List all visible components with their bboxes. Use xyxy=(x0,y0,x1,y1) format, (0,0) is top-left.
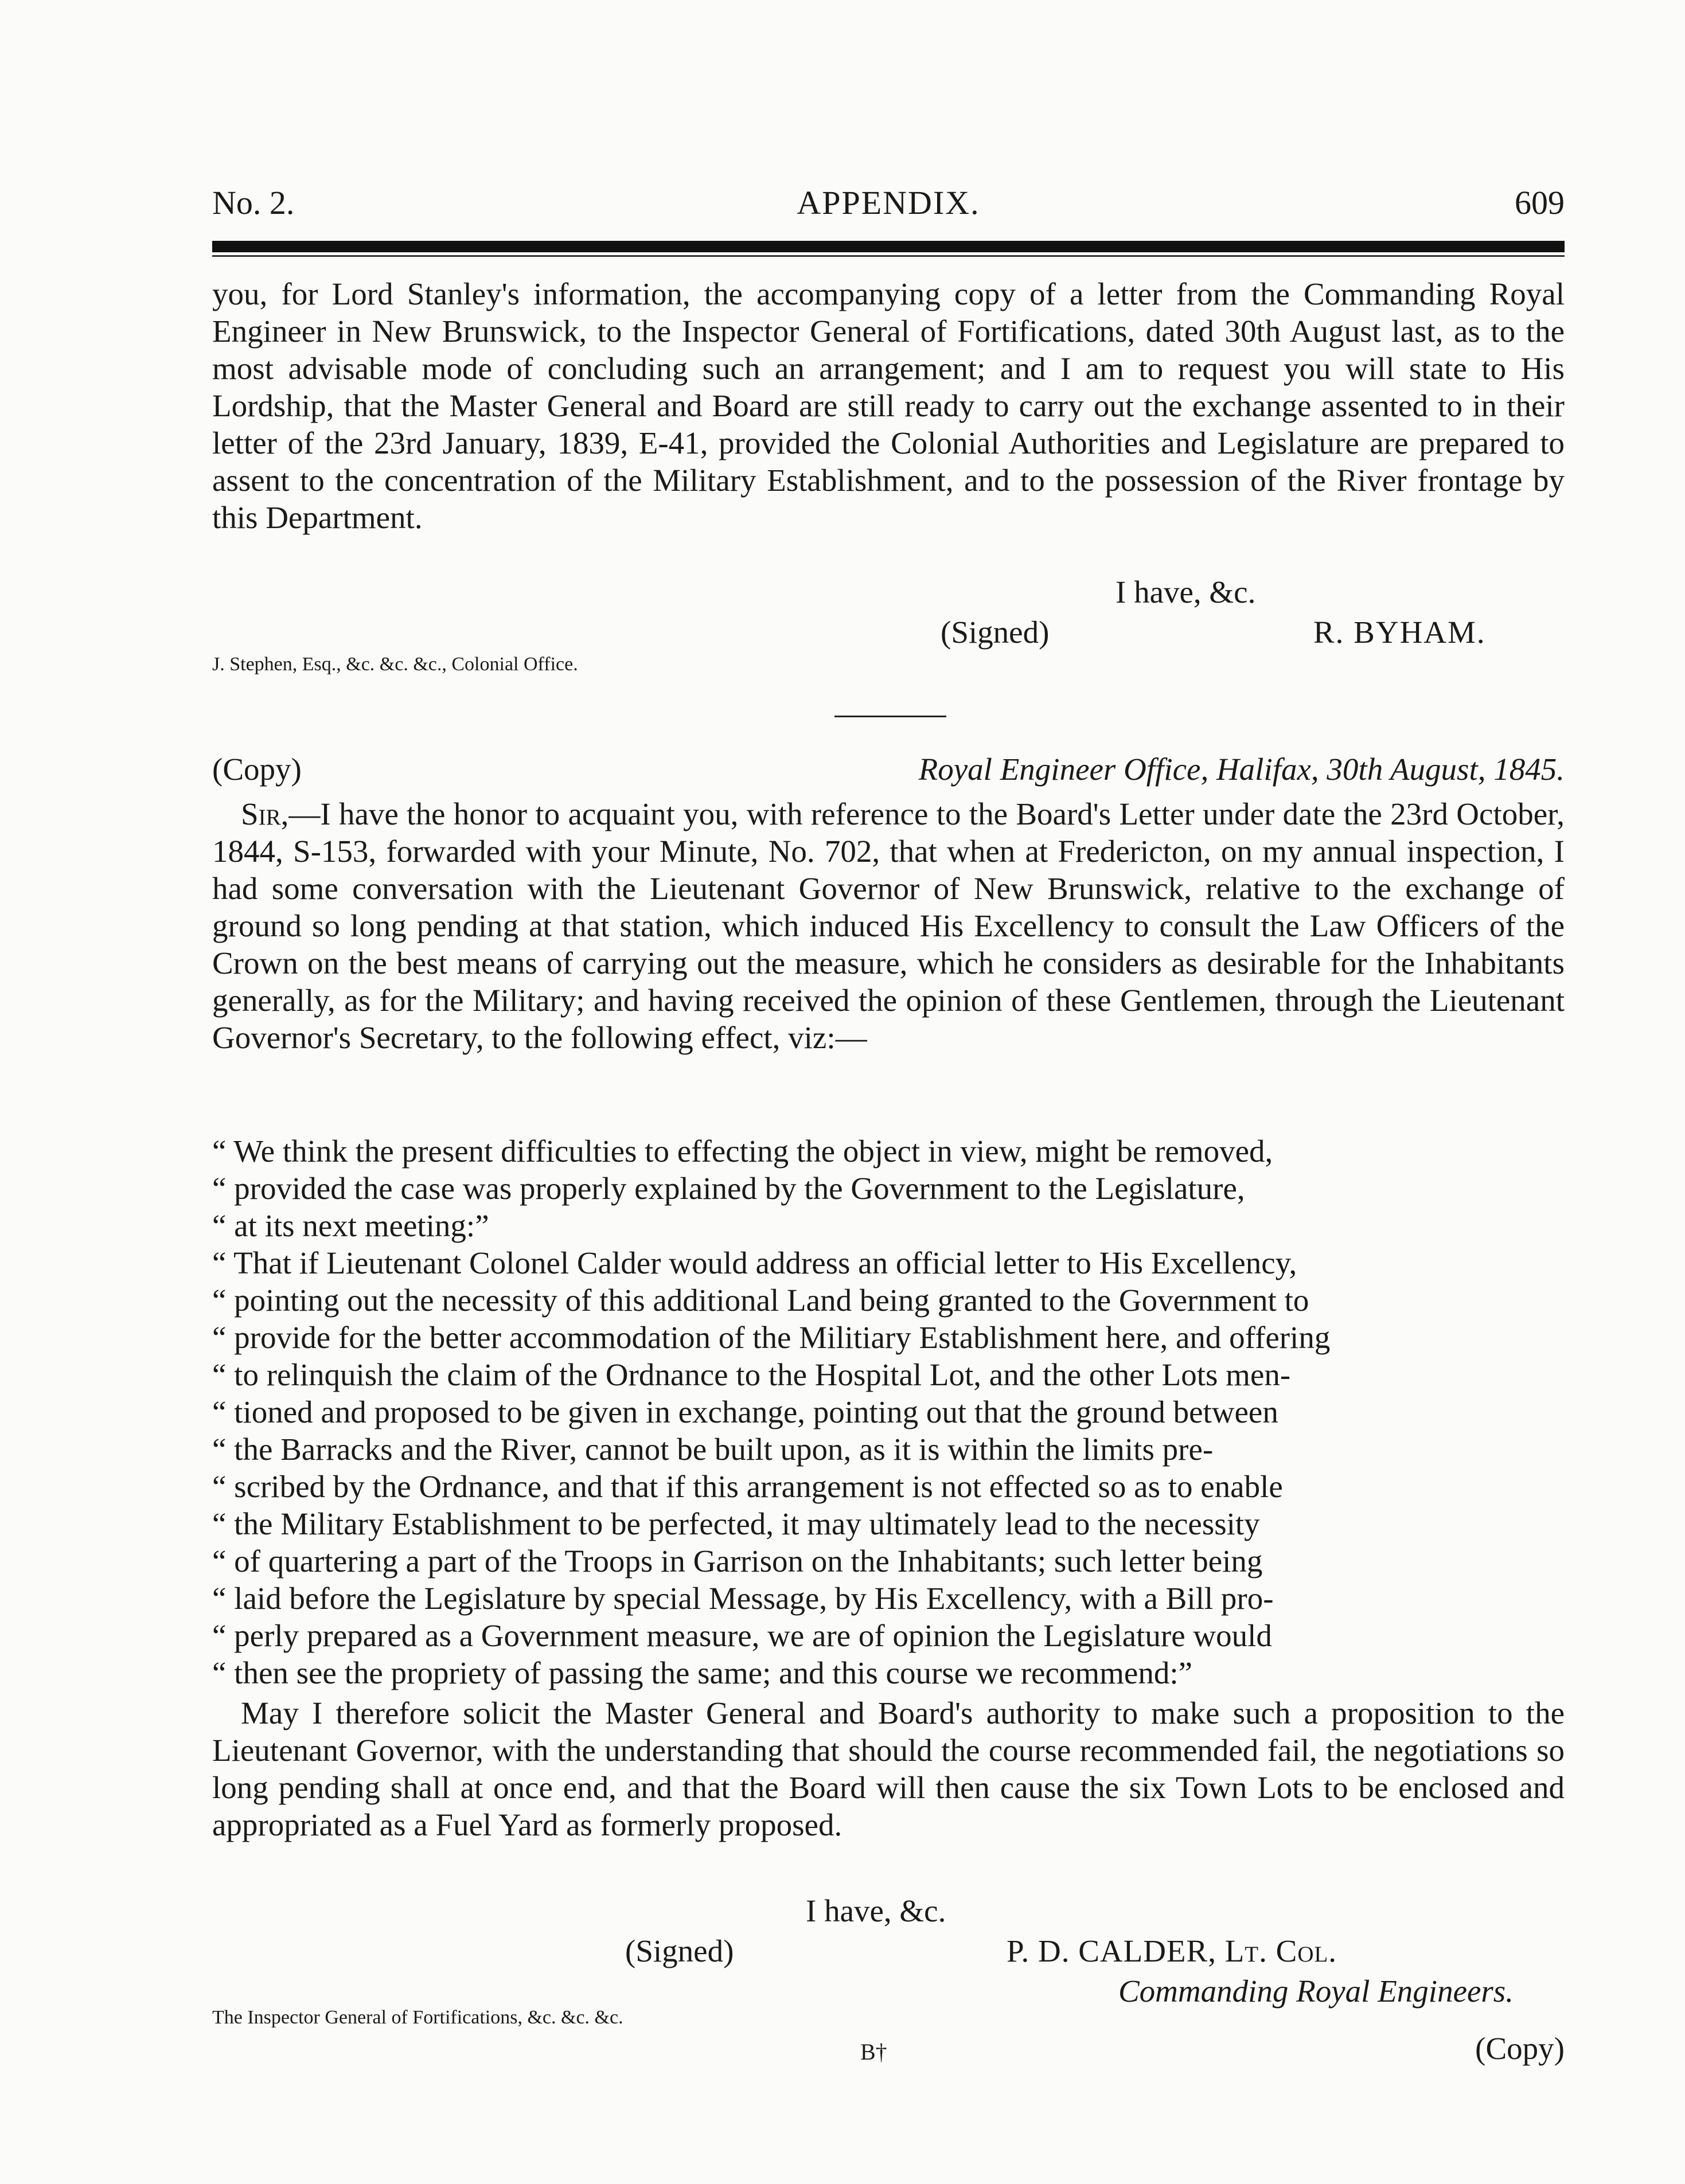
letter1-closing: I have, &c. xyxy=(1115,575,1256,610)
quote1-line: “ We think the present difficulties to effecting the object in view, might be removed, xyxy=(212,1134,1273,1169)
signature-mark: B† xyxy=(860,2039,887,2065)
page-header xyxy=(212,183,1565,229)
section-number: No. 2. xyxy=(212,184,295,221)
letter2-addressee: The Inspector General of Fortifications, &c. &c. &c. xyxy=(212,2007,623,2028)
quote2-line: “ scribed by the Ordnance, and that if this arrangement is not effected so as to enable xyxy=(212,1469,1283,1504)
letter2-conclusion: May I therefore solicit the Master General and Board's authority to make such a proposition to the Lieutenant Governor, with the understanding that should the course recommended fail, the negotiations so long pending shall at once end, and that the Board will then cause the six Town Lots to be enclosed and appropriated as a Fuel Yard as formerly proposed. xyxy=(212,1695,1565,1842)
section-divider xyxy=(834,716,946,717)
letter2-signer: P. D. CALDER, Lt. Col. xyxy=(1007,1933,1337,1968)
quote2-line: “ of quartering a part of the Troops in Garrison on the Inhabitants; such letter being xyxy=(212,1544,1263,1579)
quote2-line: “ to relinquish the claim of the Ordnance to the Hospital Lot, and the other Lots men- xyxy=(212,1357,1291,1392)
quote2-line: “ That if Lieutenant Colonel Calder would address an official letter to His Excellency, xyxy=(212,1245,1297,1280)
quote2-line: “ laid before the Legislature by special Message, by His Excellency, with a Bill pro- xyxy=(212,1581,1274,1616)
salutation: Sir, xyxy=(241,796,289,831)
quote2-line: “ tioned and proposed to be given in exchange, pointing out that the ground between xyxy=(212,1394,1278,1429)
quote2-line: “ the Military Establishment to be perfected, it may ultimately lead to the necessity xyxy=(212,1506,1260,1541)
quote2-line: “ perly prepared as a Government measure, we are of opinion the Legislature would xyxy=(212,1618,1272,1653)
letter2-signed-label: (Signed) xyxy=(625,1933,734,1968)
letter2-heading xyxy=(212,751,1565,788)
quote2-line: “ then see the propriety of passing the same; and this course we recommend:” xyxy=(212,1655,1193,1690)
letter2-intro: —I have the honor to acquaint you, with reference to the Board's Letter under date the 23rd October, 1844, S-153, forwarded with your Minute, No. 702, that when at Fredericton, on my annual inspection, I had some conversation with the Lieutenant Governor of New Brunswick, relative to the exchange of ground so long pending at that station, which induced His Excellency to consult the Law Officers of the Crown on the best means of carrying out the measure, which he considers as desirable for the Inhabitants generally, as for the Military; and having received the opinion of these Gentlemen, through the Lieutenant Governor's Secretary, to the following effect, viz:— xyxy=(212,796,1565,1055)
header-rule-thick xyxy=(212,241,1565,252)
letter1-addressee: J. Stephen, Esq., &c. &c. &c., Colonial Office. xyxy=(212,654,578,675)
dateline: Royal Engineer Office, Halifax, 30th August, 1845. xyxy=(918,752,1565,787)
letter2-intro-paragraph xyxy=(212,795,1565,1056)
header-rule-thin xyxy=(212,255,1565,257)
letter2-signer-title: Commanding Royal Engineers. xyxy=(1118,1974,1514,2009)
quote2-line: “ the Barracks and the River, cannot be built upon, as it is within the limits pre- xyxy=(212,1432,1214,1467)
copy-label: (Copy) xyxy=(212,752,302,787)
quote1-line: “ provided the case was properly explained by the Government to the Legislature, xyxy=(212,1171,1245,1206)
quote-second xyxy=(212,1244,1565,1691)
page-number: 609 xyxy=(1515,184,1565,221)
letter1-signer: R. BYHAM. xyxy=(1313,615,1486,650)
letter1-body: you, for Lord Stanley's information, the accompanying copy of a letter from the Commanding Royal Engineer in New Brunswick, to the Inspector General of Fortifications, dated 30th August last, as to the most advisable mode of concluding such an arrangement; and I am to request you will state to His Lordship, that the Master General and Board are still ready to carry out the exchange assented to in their letter of the 23rd January, 1839, E-41, provided the Colonial Authorities and Legislature are prepared to assent to the concentration of the Military Establishment, and to the possession of the River frontage by this Department. xyxy=(212,276,1565,535)
page-title: APPENDIX. xyxy=(797,184,980,221)
quote2-line: “ provide for the better accommodation of the Militiary Establishment here, and offering xyxy=(212,1320,1331,1355)
quote1-line: “ at its next meeting:” xyxy=(212,1208,489,1243)
quote2-line: “ pointing out the necessity of this additional Land being granted to the Government to xyxy=(212,1283,1309,1318)
quote-first xyxy=(212,1132,1565,1244)
letter2-closing: I have, &c. xyxy=(806,1893,946,1928)
catchword: (Copy) xyxy=(1475,2031,1565,2066)
letter1-signed-label: (Signed) xyxy=(941,615,1050,650)
